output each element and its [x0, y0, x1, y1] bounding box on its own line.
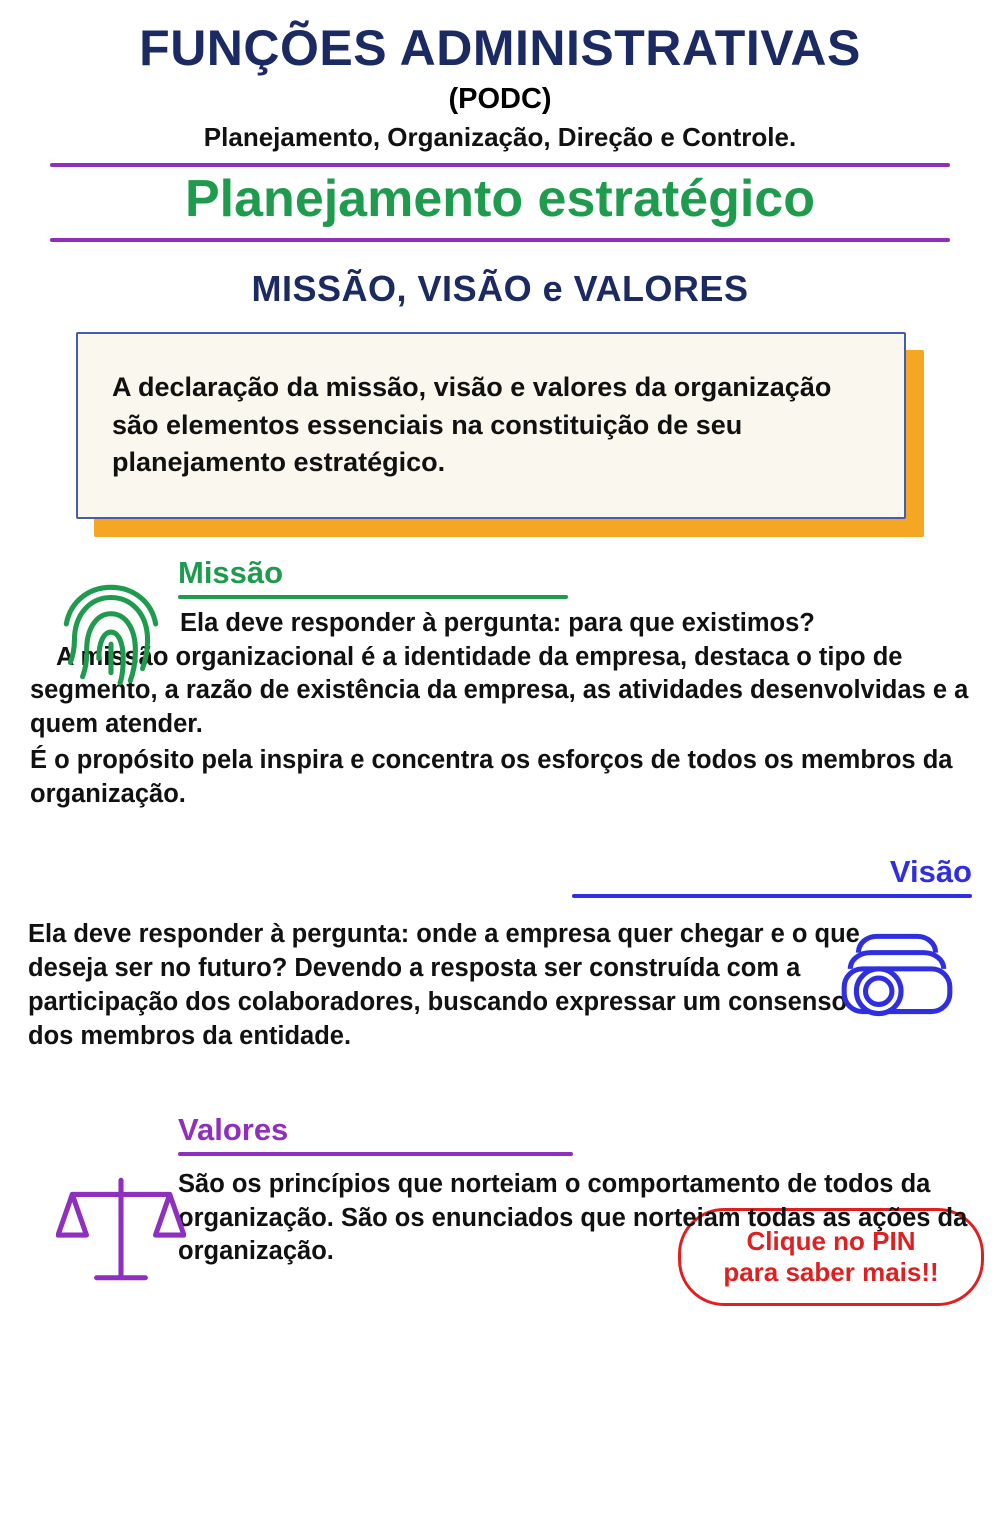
visao-underline	[572, 894, 972, 898]
fingerprint-icon	[46, 565, 176, 695]
visao-heading-group	[572, 854, 972, 898]
visao-paragraph: Ela deve responder à pergunta: onde a empresa quer chegar e o que deseja ser no futuro? Devendo a resposta ser construída com a participação dos colaboradores, buscando expressar um consenso dos membros da entidade.	[28, 920, 860, 1050]
page-title: FUNÇÕES ADMINISTRATIVAS	[139, 20, 861, 76]
section-missao	[28, 555, 972, 812]
divider-bottom	[50, 238, 950, 242]
valores-paragraph: São os princípios que norteiam o comportamento de todos da organização. São os enunciados que norteiam todas as ações da organização.	[178, 1169, 968, 1266]
missao-paragraph-2: A missão organizacional é a identidade da empresa, destaca o tipo de segmento, a razão de existência da empresa, as atividades desenvolvidas e a quem atender.	[30, 642, 969, 739]
pin-badge-line-1: Clique no PIN	[746, 1226, 916, 1257]
valores-heading: Valores	[178, 1111, 289, 1147]
acronym-expanded-label: Planejamento, Organização, Direção e Controle.	[203, 121, 797, 152]
acronym-label: (PODC)	[448, 82, 552, 115]
missao-paragraph-1: Ela deve responder à pergunta: para que existimos?	[180, 608, 815, 637]
missao-paragraph-3: É o propósito pela inspira e concentra os esforços de todos os membros da organização.	[30, 746, 953, 809]
camera-icon	[832, 912, 962, 1042]
callout-box	[76, 332, 924, 537]
missao-heading: Missão	[178, 554, 284, 590]
section-visao	[28, 854, 972, 1054]
subtitle: Planejamento estratégico	[185, 169, 815, 228]
visao-heading: Visão	[889, 854, 972, 890]
poster-page	[0, 22, 1000, 1522]
callout-card	[76, 332, 906, 519]
section-valores	[28, 1112, 972, 1270]
section-title: MISSÃO, VISÃO e VALORES	[251, 267, 749, 309]
valores-heading-group	[178, 1112, 573, 1156]
balance-scale-icon	[56, 1164, 186, 1294]
valores-underline	[178, 1152, 573, 1156]
missao-heading-group	[178, 555, 568, 599]
divider-top	[50, 163, 950, 167]
pin-badge-line-2: para saber mais!!	[723, 1257, 939, 1287]
missao-underline	[178, 595, 568, 599]
callout-text: A declaração da missão, visão e valores da organização são elementos essenciais na constituição de seu planejamento estratégico.	[112, 372, 832, 477]
